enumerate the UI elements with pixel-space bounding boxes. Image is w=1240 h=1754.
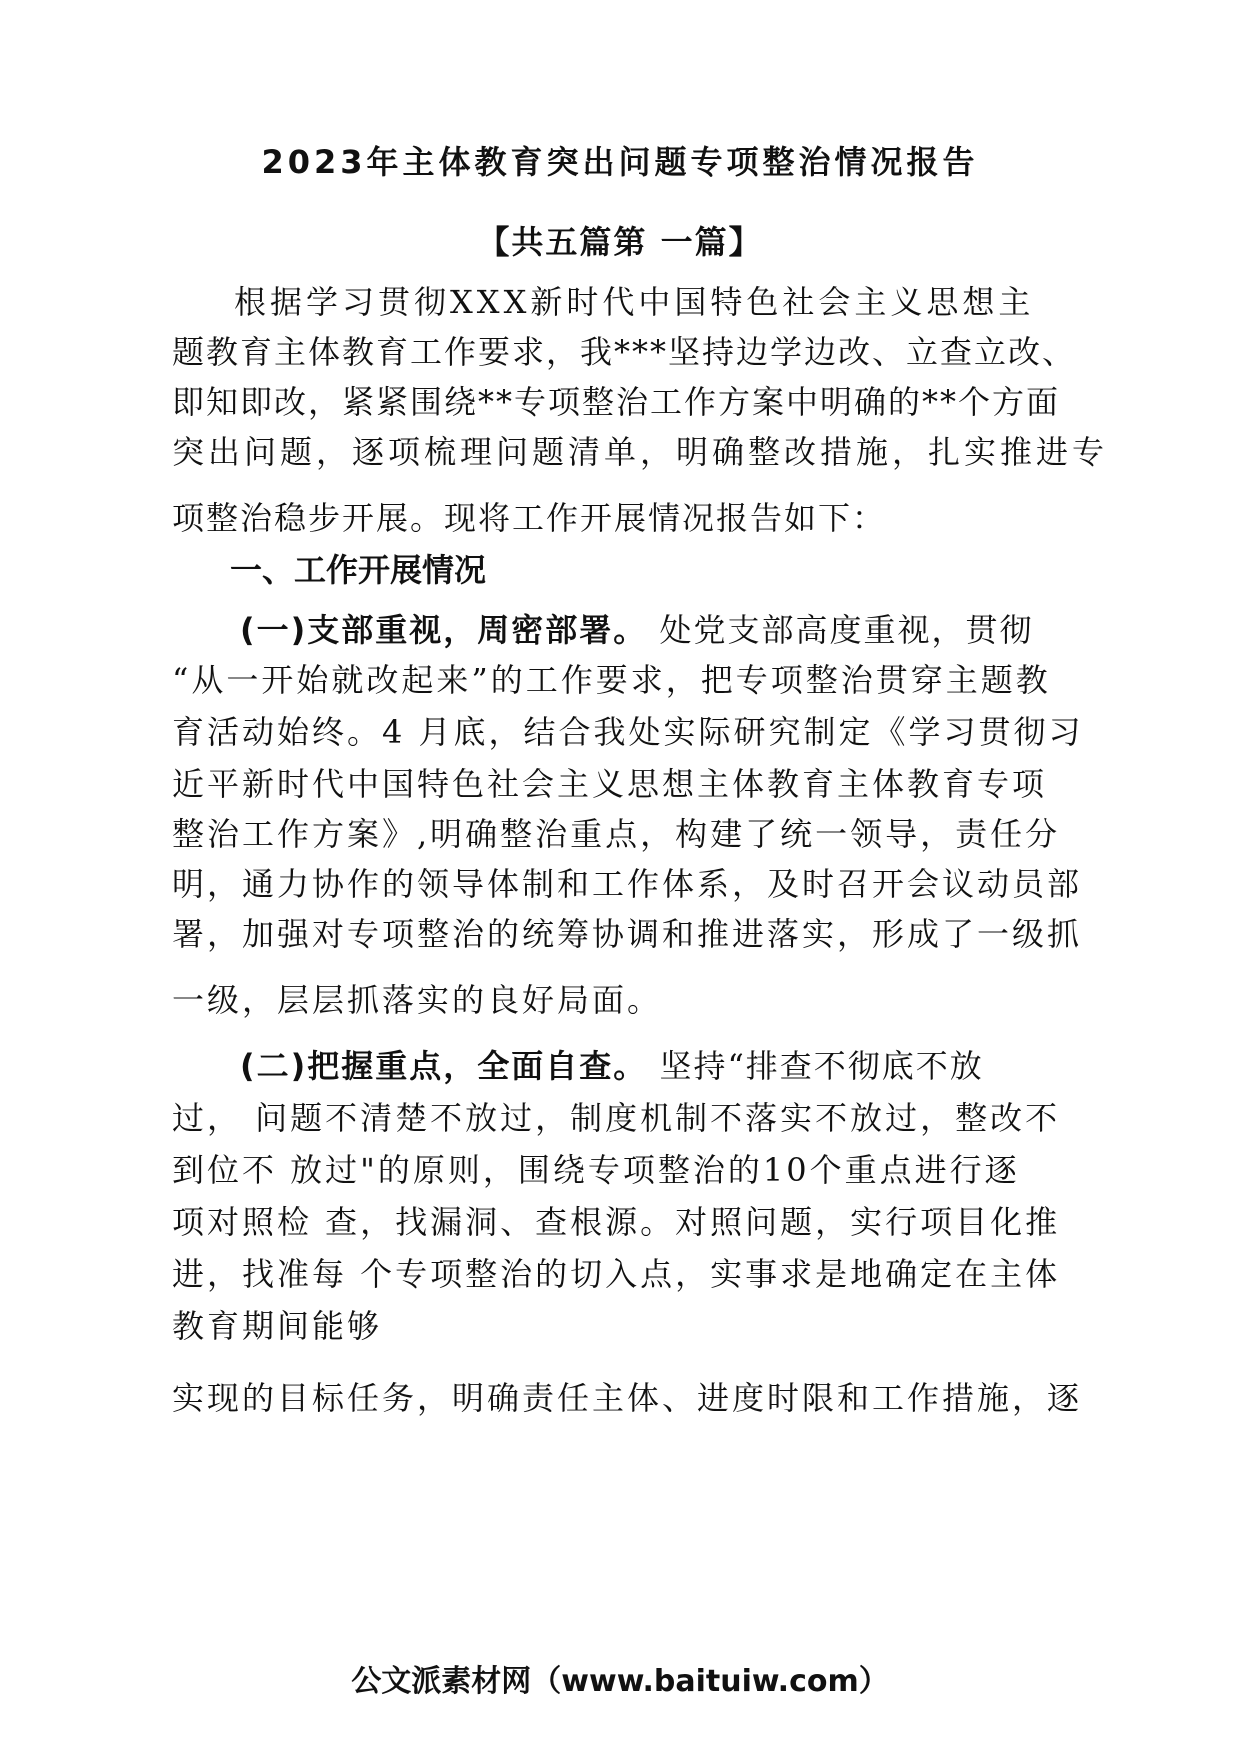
document-subtitle: 【共五篇第 一篇】 <box>477 223 763 261</box>
sub1-line-2: “从一开始就改起来”的工作要求，把专项整治贯穿主题教 <box>172 661 1051 699</box>
document-title: 2023年主体教育突出问题专项整治情况报告 <box>261 143 979 181</box>
footer-watermark: 公文派素材网（www.baituiw.com） <box>351 1664 889 1699</box>
sub2-line-6: 教育期间能够 <box>172 1307 383 1345</box>
sub2-line-7: 实现的目标任务，明确责任主体、进度时限和工作措施，逐 <box>172 1379 1083 1417</box>
sub1-heading: (一)支部重视，周密部署。 <box>240 611 648 649</box>
sub2-line-4: 项对照检 查，找漏洞、查根源。对照问题，实行项目化推 <box>172 1203 1061 1241</box>
sub1-first-line-rest: 处党支部高度重视，贯彻 <box>647 611 1034 649</box>
sub1-line-8: 一级，层层抓落实的良好局面。 <box>172 981 663 1019</box>
sub1-line-3: 育活动始终。4 月底，结合我处实际研究制定《学习贯彻习 <box>172 713 1084 751</box>
sub1-first-line <box>240 610 1033 650</box>
sub2-first-line <box>240 1046 984 1086</box>
sub1-line-5: 整治工作方案》,明确整治重点，构建了统一领导，责任分 <box>172 815 1061 853</box>
sub2-heading: (二)把握重点，全面自查。 <box>240 1047 648 1085</box>
sub1-line-6: 明，通力协作的领导体制和工作体系，及时召开会议动员部 <box>172 865 1083 903</box>
intro-line-5: 项整治稳步开展。现将工作开展情况报告如下： <box>172 499 887 537</box>
sub2-line-3: 到位不 放过"的原则，围绕专项整治的10个重点进行逐 <box>172 1151 1020 1189</box>
intro-line-2: 题教育主体教育工作要求，我***坚持边学边改、立查立改、 <box>172 333 1077 371</box>
sub2-line-2: 过， 问题不清楚不放过，制度机制不落实不放过，整改不 <box>172 1099 1061 1137</box>
intro-line-4: 突出问题，逐项梳理问题清单，明确整改措施，扎实推进专 <box>172 433 1109 471</box>
sub2-first-line-rest: 坚持“排查不彻底不放 <box>647 1047 984 1085</box>
section-heading: 一、工作开展情况 <box>230 551 487 589</box>
sub2-line-5: 进，找准每 个专项整治的切入点，实事求是地确定在主体 <box>172 1255 1061 1293</box>
intro-line-3: 即知即改，紧紧围绕**专项整治工作方案中明确的**个方面 <box>172 383 1061 421</box>
sub1-line-4: 近平新时代中国特色社会主义思想主体教育主体教育专项 <box>172 765 1048 803</box>
sub1-line-7: 署，加强对专项整治的统筹协调和推进落实，形成了一级抓 <box>172 915 1083 953</box>
intro-line-1: 根据学习贯彻XXX新时代中国特色社会主义思想主 <box>234 283 1035 321</box>
